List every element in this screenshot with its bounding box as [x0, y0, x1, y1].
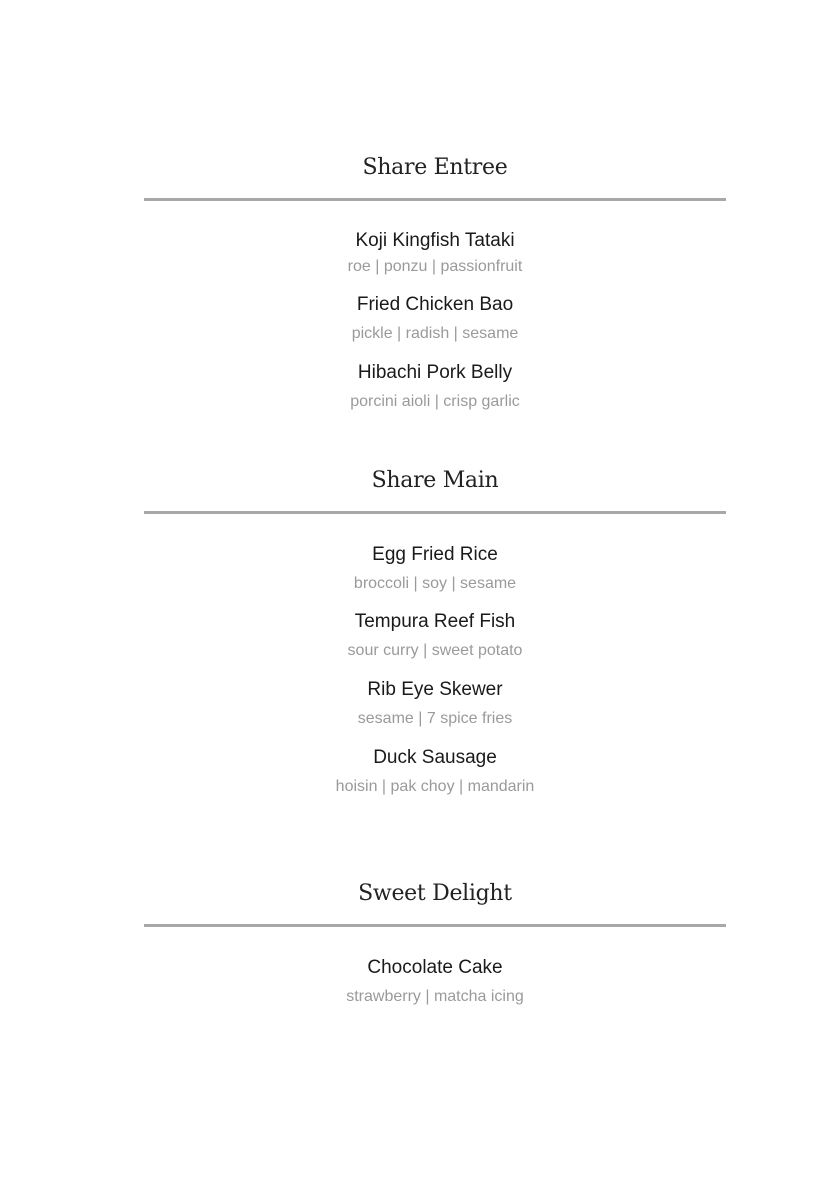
- menu-item-description: broccoli | soy | sesame: [353, 575, 517, 592]
- menu-item-description: porcini aioli | crisp garlic: [350, 393, 520, 410]
- menu-item-name: Koji Kingfish Tataki: [355, 230, 515, 251]
- menu-item-description: sesame | 7 spice fries: [357, 710, 513, 727]
- section-title-share-main: Share Main: [371, 468, 499, 493]
- menu-item-description: strawberry | matcha icing: [346, 988, 524, 1005]
- menu-item-name: Rib Eye Skewer: [367, 679, 503, 700]
- section-divider: [144, 924, 726, 927]
- menu-item-name: Fried Chicken Bao: [356, 294, 514, 315]
- menu-item-description: pickle | radish | sesame: [351, 325, 519, 342]
- section-divider: [144, 198, 726, 201]
- menu-item-name: Duck Sausage: [373, 747, 497, 768]
- menu-item-name: Hibachi Pork Belly: [357, 362, 513, 383]
- menu-item-name: Egg Fried Rice: [372, 544, 498, 565]
- menu-item-description: sour curry | sweet potato: [347, 642, 523, 659]
- section-divider: [144, 511, 726, 514]
- section-title-share-entree: Share Entree: [362, 155, 508, 180]
- menu-item-description: roe | ponzu | passionfruit: [347, 258, 523, 275]
- section-title-sweet-delight: Sweet Delight: [358, 881, 512, 906]
- menu-item-name: Chocolate Cake: [367, 957, 503, 978]
- menu-item-name: Tempura Reef Fish: [354, 611, 516, 632]
- menu-item-description: hoisin | pak choy | mandarin: [335, 778, 535, 795]
